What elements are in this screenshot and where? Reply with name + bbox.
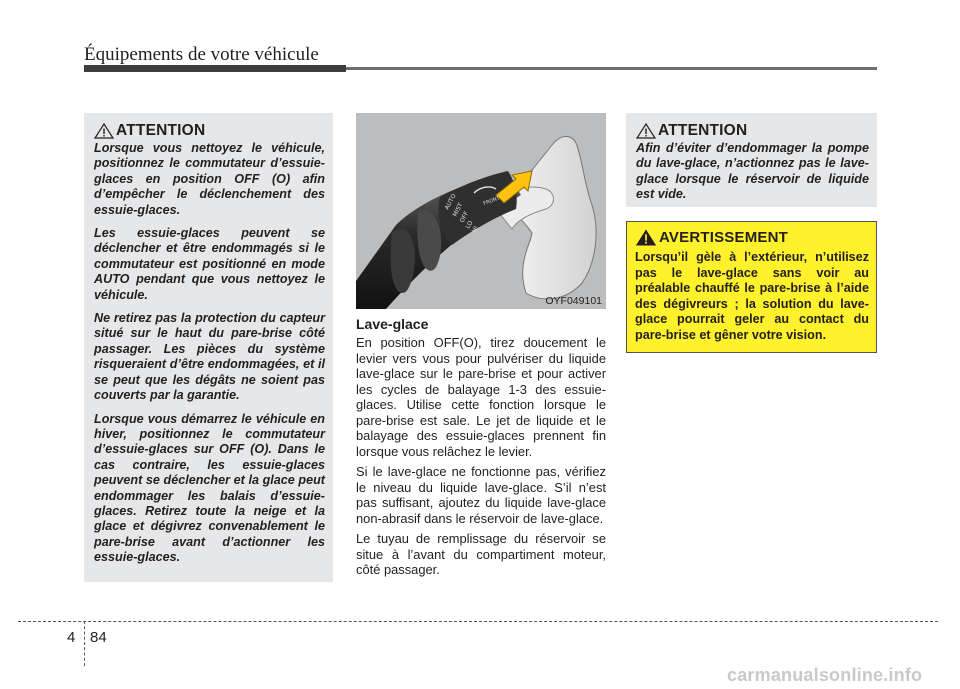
stalk-label-auto: AUTO bbox=[443, 192, 458, 211]
washer-section bbox=[356, 316, 606, 583]
warning-box bbox=[626, 221, 877, 353]
stalk-label-off: OFF bbox=[458, 210, 471, 224]
warning-triangle-icon bbox=[94, 123, 114, 139]
caution-paragraph: Afin d’éviter d’endommager la pompe du lave-glace, n’actionnez pas le lave-glace lorsque le réservoir de liquide est vide. bbox=[636, 141, 869, 202]
caution-box-right bbox=[626, 113, 877, 207]
stalk-ring bbox=[391, 229, 415, 293]
warning-header bbox=[635, 229, 869, 246]
wiper-stalk-figure bbox=[356, 113, 606, 309]
watermark: carmanualsonline.info bbox=[727, 665, 923, 685]
warning-triangle-icon bbox=[636, 123, 656, 139]
wiper-stalk-illustration bbox=[356, 113, 606, 309]
warning-filled-triangle-icon bbox=[635, 229, 657, 246]
footer-divider bbox=[84, 621, 85, 666]
section-number: 4 bbox=[67, 629, 76, 646]
caution-paragraph: Les essuie-glaces peuvent se déclencher et être endommagés si le commutateur est positionné en mode AUTO pendant que vous nettoyez le véhicule. bbox=[94, 226, 325, 302]
caution-paragraph: Lorsque vous démarrez le véhicule en hiver, positionnez le commutateur d’essuie-glaces sur OFF (O). Dans le cas contraire, les essuie-glaces peuvent se déclencher et la glace peut endommager les balais d’essuie-glaces. Retirez toute la neige et la glace et dégivrez convenablement le pare-brise avant d’actionner les essuie-glaces. bbox=[94, 411, 325, 565]
caution-paragraph: Ne retirez pas la protection du capteur situé sur le haut du pare-brise côté passager. Les pièces du système risqueraient d’être endommagées, et il se peut que les dégâts ne soient pas couverts par la garantie. bbox=[94, 311, 325, 403]
footer-rule bbox=[18, 621, 938, 622]
caution-paragraph: Lorsque vous nettoyez le véhicule, positionnez le commutateur d’essuie-glaces en position OFF (O) afin d’empêcher le déclenchement des essuie-glaces. bbox=[94, 141, 325, 217]
stalk-label-lo: LO bbox=[464, 219, 475, 230]
caution-title: ATTENTION bbox=[116, 122, 206, 139]
section-paragraph: Le tuyau de remplissage du réservoir se situe à l’avant du compartiment moteur, côté passager. bbox=[356, 531, 606, 577]
stalk-label-mist: MIST bbox=[451, 201, 465, 218]
caution-header bbox=[94, 123, 325, 139]
stalk-label-hi: HI bbox=[470, 225, 480, 234]
section-paragraph: En position OFF(O), tirez doucement le levier vers vous pour pulvériser du liquide lave-glace sur le pare-brise et pour activer les cycles de balayage 1-3 des essuie-glaces. Utilise cette fonction lorsque le pare-brise est sale. Le jet de liquide et le balayage des essuie-glaces prennent fin lorsque vous relâchez le levier. bbox=[356, 335, 606, 459]
caution-box-left bbox=[84, 113, 333, 582]
stalk-label-front: FRONT bbox=[482, 195, 501, 207]
section-paragraph: Si le lave-glace ne fonctionne pas, vérifiez le niveau du liquide lave-glace. S’il n’est pas suffisant, ajoutez du liquide lave-glace non-abrasif dans le réservoir de lave-glace. bbox=[356, 464, 606, 526]
figure-code: OYF049101 bbox=[545, 295, 602, 307]
caution-header bbox=[636, 123, 869, 139]
page-header-title: Équipements de votre véhicule bbox=[84, 44, 319, 65]
section-title: Lave-glace bbox=[356, 316, 429, 332]
header-rule-accent bbox=[84, 65, 346, 72]
caution-title: ATTENTION bbox=[658, 122, 748, 139]
warning-title: AVERTISSEMENT bbox=[659, 229, 789, 246]
page-number: 84 bbox=[90, 629, 107, 646]
warning-paragraph: Lorsqu’il gèle à l’extérieur, n’utilisez pas le lave-glace sans voir au préalable chauffé le pare-brise à l’aide des dégivreurs ; la solution du lave-glace pourrait geler au contact du pare-brise et gêner votre vision. bbox=[635, 250, 869, 342]
